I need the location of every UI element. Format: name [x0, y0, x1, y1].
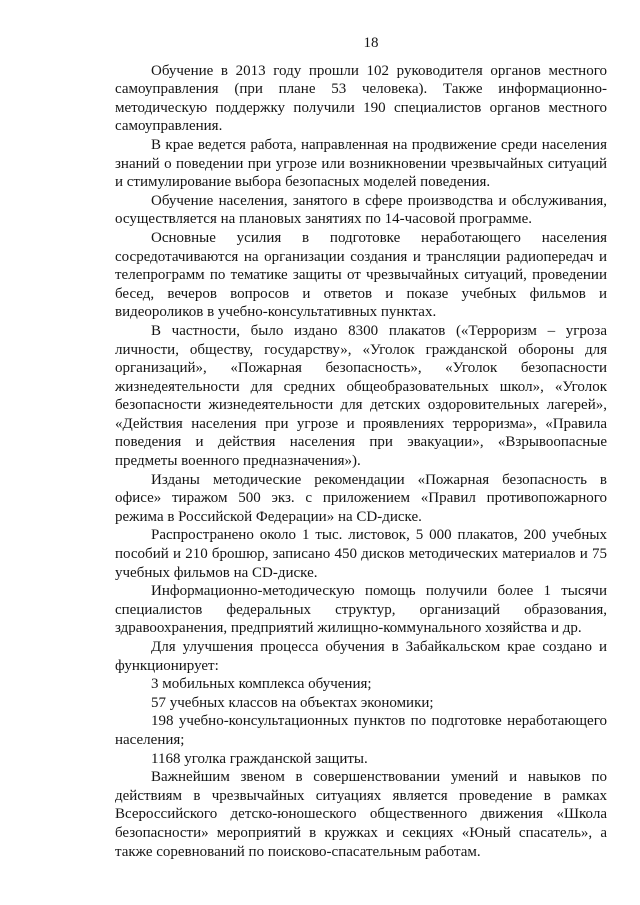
list-item-civil-defense-corners: 1168 уголка гражданской защиты. — [151, 750, 368, 767]
page-number: 18 — [363, 35, 379, 51]
paragraph-employed-training: Обучение населения, занятого в сфере производства и обслуживания, осуществляется на плановых занятиях по 14-часовой программе. — [115, 192, 607, 228]
list-item-mobile-complexes: 3 мобильных комплекса обучения; — [151, 676, 372, 693]
paragraph-distribution: Распространено около 1 тыс. листовок, 5 000 плакатов, 200 учебных пособий и 210 брошюр, записано 450 дисков методических материалов и 75 учебных фильмов на CD-диске. — [115, 527, 607, 581]
list-item-classrooms: 57 учебных классов на объектах экономики; — [151, 694, 434, 711]
paragraph-posters: В частности, было издано 8300 плакатов («Терроризм – угроза личности, обществу, государству», «Уголок гражданской обороны для организаций», «Пожарная безопасность», «Уголок безопасности жизнедеятельности для средних общеобразовательных школ», «Уголок безопасности жизнедеятельности для детских оздоровительных лагерей», «Действия населения при угрозе и проявлениях терроризма», «Правила поведения и действия населения при эвакуации», «Взрывоопасные предметы военного предназначения»). — [115, 322, 607, 470]
paragraph-guidelines: Изданы методические рекомендации «Пожарная безопасность в офисе» тиражом 500 экз. с приложением «Правил противопожарного режима в Российской Федерации» на CD-диске. — [115, 471, 607, 525]
paragraph-unemployed-training: Основные усилия в подготовке неработающего населения сосредотачиваются на организации создания и трансляции радиопередач и телепрограмм по тематике защиты от чрезвычайных ситуаций, проведении бесед, вечеров вопросов и ответов и показе учебных фильмов и видеороликов в учебно-консультативных пунктах. — [115, 229, 607, 321]
paragraph-safety-school: Важнейшим звеном в совершенствовании умений и навыков по действиям в чрезвычайных ситуациях является проведение в рамках Всероссийского детско-юношеского общественного движения «Школа безопасности» мероприятий в кружках и секциях «Юный спасатель», а также соревнований по поисково-спасательным работам. — [115, 769, 607, 860]
paragraph-training-results: Обучение в 2013 году прошли 102 руководителя органов местного самоуправления (при плане 53 человека). Также информационно-методическую поддержку получили 190 специалистов органов местного самоуправления. — [115, 62, 607, 135]
paragraph-methodical-help: Информационно-методическую помощь получили более 1 тысячи специалистов федеральных структур, организаций образования, здравоохранения, предприятий жилищно-коммунального хозяйства и др. — [115, 583, 607, 637]
paragraph-regional-work: В крае ведется работа, направленная на продвижение среди населения знаний о поведении при угрозе или возникновении чрезвычайных ситуаций и стимулирование выбора безопасных моделей поведения. — [115, 136, 607, 191]
list-item-consultation-points: 198 учебно-консультационных пунктов по подготовке неработающего населения; — [115, 713, 607, 748]
paragraph-created-intro: Для улучшения процесса обучения в Забайкальском крае создано и функционирует: — [115, 639, 607, 674]
